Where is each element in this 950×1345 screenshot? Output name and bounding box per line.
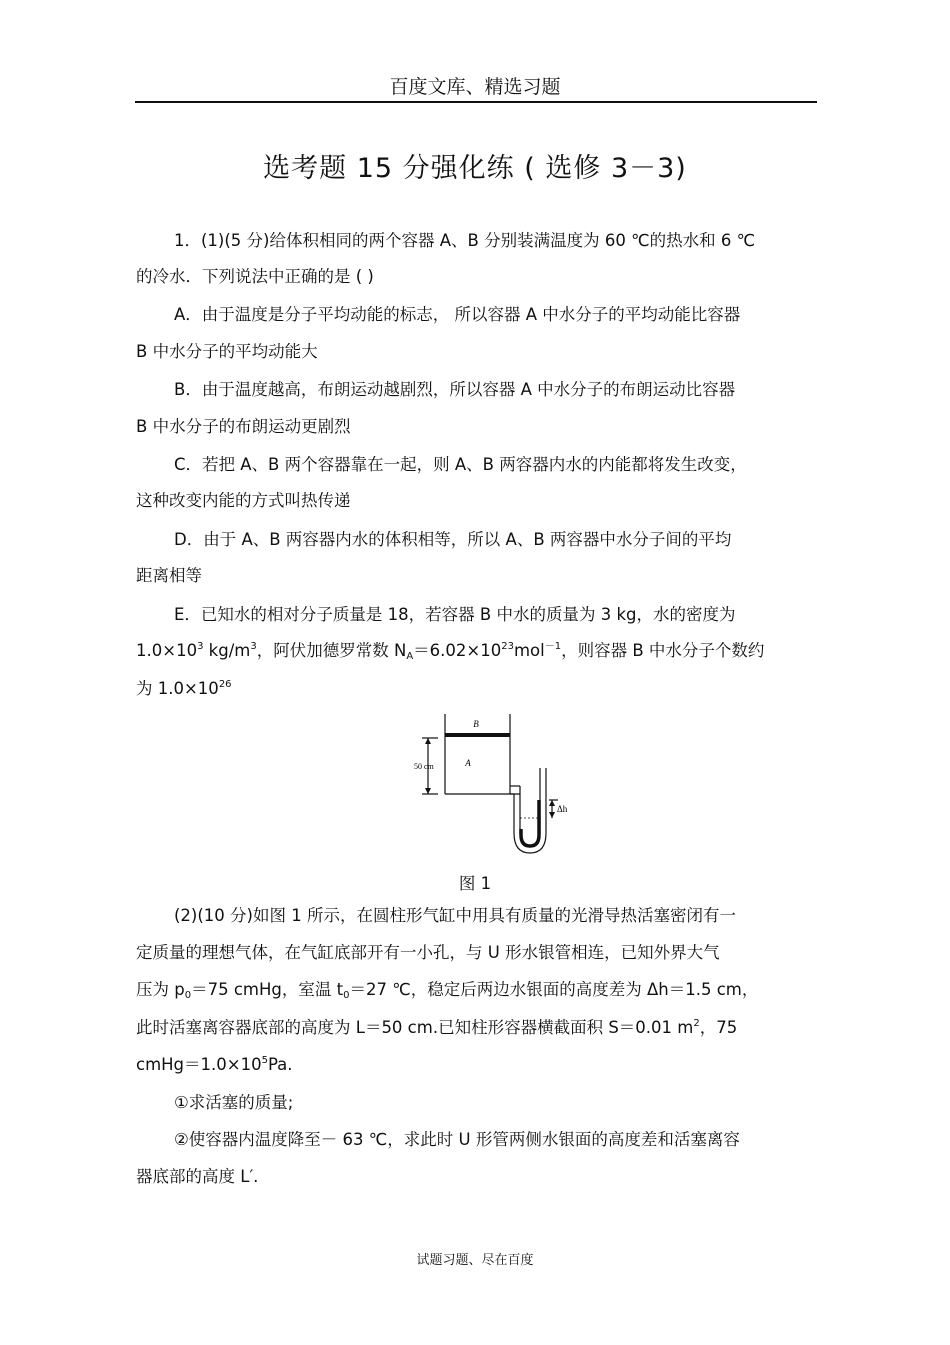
q2-line-3: 压为 $p_0=75$ cmHg，室温 $t_0=27$ ℃，稳定后两边水银面的高度差为 Δh＝1.5 cm， bbox=[136, 980, 759, 1001]
page-title: 选考题 15 分强化练 ( 选修 3－3) bbox=[263, 153, 687, 184]
label-height: 50 cm bbox=[414, 762, 434, 771]
page-header: 百度文库、精选习题 bbox=[389, 76, 561, 98]
option-e-line-3: 为 $1.0\times 10^{26}$ bbox=[136, 679, 232, 698]
option-e-line-2: $1.0\times 10^3$ $kg/m^3$，阿伏加德罗常数 $N_A=6.02\times 10^{23}mol^{-1}$，则容器 B 中水分子个数约 bbox=[136, 641, 765, 662]
header-divider bbox=[135, 101, 817, 103]
q2-line-5: $cmHg=1.0\times 10^5Pa$. bbox=[136, 1055, 293, 1074]
option-a-line-2: B 中水分子的平均动能大 bbox=[136, 342, 318, 361]
option-c-line-1: C．若把 A、B 两个容器靠在一起，则 A、B 两容器内水的内能都将发生改变， bbox=[174, 455, 747, 474]
option-b-line-1: B．由于温度越高，布朗运动越剧烈，所以容器 A 中水分子的布朗运动比容器 bbox=[174, 380, 736, 399]
q2-line-1: (2)(10 分)如图 1 所示，在圆柱形气缸中用具有质量的光滑导热活塞密闭有一 bbox=[174, 906, 736, 925]
option-a-line-1: A．由于温度是分子平均动能的标志， 所以容器 A 中水分子的平均动能比容器 bbox=[174, 305, 741, 324]
option-e-line-1: E．已知水的相对分子质量是 18，若容器 B 中水的质量为 3 kg，水的密度为 bbox=[174, 605, 736, 624]
q1-line-2: 的冷水．下列说法中正确的是 ( ) bbox=[136, 267, 374, 286]
q2-subquestion-2-line-2: 器底部的高度 L′. bbox=[136, 1167, 259, 1186]
option-d-line-1: D．由于 A、B 两容器内水的体积相等，所以 A、B 两容器中水分子间的平均 bbox=[174, 530, 732, 549]
option-b-line-2: B 中水分子的布朗运动更剧烈 bbox=[136, 417, 351, 436]
option-c-line-2: 这种改变内能的方式叫热传递 bbox=[136, 491, 351, 510]
label-b: B bbox=[473, 719, 479, 729]
mercury-column bbox=[521, 800, 539, 846]
q2-subquestion-2-line-1: ②使容器内温度降至－ 63 ℃，求此时 U 形管两侧水银面的高度差和活塞离容 bbox=[174, 1130, 740, 1149]
piston bbox=[445, 733, 510, 737]
q2-line-2: 定质量的理想气体，在气缸底部开有一小孔，与 U 形水银管相连，已知外界大气 bbox=[136, 943, 720, 962]
q2-subquestion-1: ①求活塞的质量; bbox=[174, 1093, 294, 1112]
page-footer: 试题习题、尽在百度 bbox=[416, 1253, 534, 1268]
label-a: A bbox=[465, 758, 471, 768]
q1-line-1: 1．(1)(5 分)给体积相同的两个容器 A、B 分别装满温度为 60 ℃的热水和 6 ℃ bbox=[174, 231, 756, 250]
cylinder-u-tube-figure bbox=[408, 708, 580, 858]
label-delta-h: Δh bbox=[557, 804, 568, 814]
q2-line-4: 此时活塞离容器底部的高度为 L＝50 cm.已知柱形容器横截面积 S＝0.01 $m^2$，75 bbox=[136, 1018, 738, 1037]
figure-caption: 图 1 bbox=[458, 874, 492, 893]
option-d-line-2: 距离相等 bbox=[136, 566, 202, 585]
